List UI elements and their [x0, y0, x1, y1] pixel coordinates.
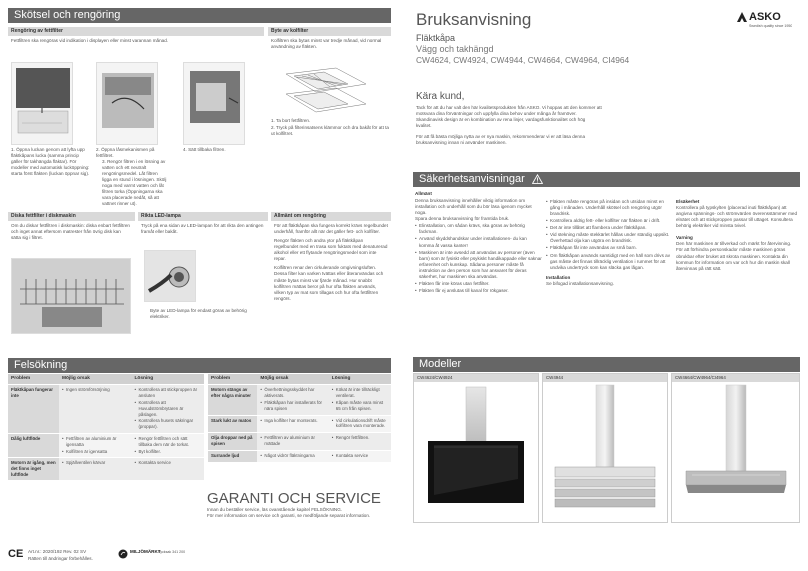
safety-item: • Fläktkåpan får inte användas av små barn.: [546, 245, 673, 251]
problem-cell: Olja droppar ned på spisen: [208, 433, 257, 451]
model-card-1: [413, 373, 539, 523]
refit-filter-illustration: [183, 62, 245, 145]
table-row: [8, 385, 204, 434]
safety-col-3: [676, 199, 798, 344]
general-cleaning-heading: Allmänt om rengöring: [271, 212, 391, 221]
general-cleaning-text: [271, 221, 391, 307]
ce-mark: CE: [8, 548, 24, 560]
col-solution: Lösning: [131, 374, 204, 385]
cause-item: • Överhettningsskyddet har aktiverats.: [260, 387, 325, 399]
solution-item: • Kontrollera att Huvudströmbrytaren är påslagen.: [134, 400, 201, 417]
carbon-filter-illustration: [276, 64, 376, 114]
safety-item: • Använd skyddshandskar under installationen- du kan komma åt vassa kanter!: [415, 236, 543, 248]
led-heading: Rikta LED-lampa: [138, 212, 268, 221]
solution-cell: [329, 385, 391, 415]
installation-text: Se bifogad installationsanvisning.: [546, 280, 614, 286]
models-title: Modeller: [413, 357, 800, 372]
welcome-p2: För att få bästa möjliga nytta av er nya maskin, rekommenderar vi er att läsa denna bruksanvisning innan ni använder maskinen.: [416, 134, 586, 146]
troubleshooting-table-right: [208, 374, 391, 492]
problem-cell: Motorn är igång, men det finns inget luftflöde: [8, 458, 59, 480]
cause-item: • Något vidrör fläktningarna: [260, 453, 325, 459]
guarantee-title: GARANTI OCH SERVICE: [207, 490, 381, 507]
cover-block: [416, 10, 716, 80]
solution-cell: [131, 385, 204, 434]
open-hood-illustration: [11, 62, 73, 145]
safety-intro: Denna bruksanvisning innehåller viktig information om installation och underhåll som du bör läsa igenom mycket noga. Spara denna bruksanvisning för framtida bruk.: [415, 198, 532, 222]
troubleshooting-section: [8, 358, 391, 494]
grease-filter-block: [8, 27, 264, 217]
solution-cell: [131, 434, 204, 458]
manual-title: Bruksanvisning: [416, 10, 532, 29]
dishwasher-heading: Diska fettfilter i diskmaskin: [8, 212, 135, 221]
safety-item: • Om fläktkåpan används samtidigt med en häll som drivs av gas måste det finnas tillräcklig ventilation i rummet för att undvika undertryck som kan släcka gas lågan.: [546, 253, 673, 271]
model-label-2: CW4944: [543, 374, 667, 382]
brand-logo: [736, 11, 800, 33]
welcome-title: Kära kund,: [416, 91, 465, 102]
safety-title-bar: [413, 172, 800, 187]
model-card-2: [542, 373, 668, 523]
article-number: Art.nr.: 2020/192 Rev. 02 SV: [28, 549, 87, 554]
problem-cell: Stark lukt av matos: [208, 415, 257, 433]
col-cause: Möjlig orsak: [59, 374, 132, 385]
cause-item: • Kolfiltren är igensatta: [62, 449, 129, 455]
product-type: Fläktkåpa: [416, 33, 456, 43]
cause-cell: [59, 385, 132, 434]
models-section: [413, 357, 800, 527]
led-text: Tryck på ena sidan av LED-lampan för att rikta den antingen framåt eller bakåt.: [141, 223, 264, 235]
solution-item: • Kontakta service: [332, 453, 388, 459]
asko-logo-icon: [736, 11, 748, 23]
grease-filter-heading: Rengöring av fettfilter: [8, 27, 264, 36]
cause-item: • Spjällventilen kärvar: [62, 460, 129, 466]
safety-item: • Vid stekning måste stekkärlet hållas under ständig uppsikt. Överhettad olja kan utgöra en brandrisk.: [546, 232, 673, 244]
solution-item: • Vid cirkulationsdrift måste kolfiltren vara monterade.: [332, 418, 388, 430]
dishwasher-illustration: [11, 258, 131, 334]
guarantee-block: [207, 490, 397, 528]
col-cause: Möjlig orsak: [257, 374, 328, 385]
table-row: [208, 415, 391, 433]
grease-step-1: 1. Öppna luckan genom att lyfta upp fläktkåpans lucka (samma princip gäller för takhängda fläktar). För modeller med automatisk lucköppning: starta först fläkten (luckan öppnar sig).: [11, 147, 90, 177]
safety-item: • Fläkten får ej anslutas till kanal för rökgaser.: [415, 288, 543, 294]
solution-cell: [329, 450, 391, 462]
safety-item: • Fläkten får inte köras utan fettfilter.: [415, 281, 543, 287]
led-note: Byte av LED-lampa för endast göras av behörig elektriker.: [150, 308, 247, 320]
cause-cell: [59, 458, 132, 480]
cause-cell: [257, 433, 328, 451]
dishwasher-block: [8, 212, 135, 336]
eco-label: MILJÖMÄRKT: [130, 549, 161, 554]
col-problem: Problem: [8, 374, 59, 385]
table-row: [8, 434, 204, 458]
led-lamp-illustration: [144, 250, 196, 302]
hood-chimney-illustration: [672, 383, 799, 523]
table-row: [208, 433, 391, 451]
hood-angled-illustration: [414, 383, 538, 523]
carbon-filter-block: [268, 27, 391, 217]
safety-list-1: [415, 223, 543, 294]
problem-cell: Motorn stängs av efter några minuter: [208, 385, 257, 415]
model-card-3: [671, 373, 800, 523]
grease-filter-intro: Fettfiltren ska rengöras vid indikation i displayen eller minst varannan månad.: [11, 38, 169, 43]
cause-cell: [257, 450, 328, 462]
col-solution: Lösning: [329, 374, 391, 385]
safety-item: • Det är inte tillåtet att flambera under fläktkåpan.: [546, 225, 673, 231]
safety-title: Säkerhetsanvisningar: [419, 173, 525, 185]
general-cleaning-p1: För att fläktkåpan ska fungera korrekt krävs regelbundet underhåll, framför allt när det gäller fett- och kolfilter.: [274, 223, 388, 235]
safety-general-heading: Allmänt: [415, 191, 432, 196]
dishwasher-text: Om du diskar fettfiltren i diskmaskin: diska enbart fettfiltren och inget annat eftersom matrester från övrig disk kan sätta sig i filtret.: [11, 223, 130, 241]
care-title: Skötsel och rengöring: [8, 8, 391, 23]
safety-item: • Elinstallation, om sådan krävs, ska göras av behörig fackman.: [415, 223, 543, 235]
brand-name: ASKO: [749, 11, 781, 23]
warning-heading: Varning: [676, 235, 693, 241]
cause-item: • Fläktkåpan har installerats för nära spisen: [260, 400, 325, 412]
problem-cell: Dålig luftflöde: [8, 434, 59, 458]
model-label-3: CW4664/CW4964/CI4964: [672, 374, 799, 382]
warning-text: Den här maskinen är tillverkad och märkt för återvinning. För att förhindra personskador måste maskinen göras obrukbar efter bruket att skrota maskinen. Kontakta din kommun för information om var och hur din maskin skall återvinnas på rätt sätt.: [676, 241, 792, 271]
rights-reserved: Rätten till ändringar förbehålles.: [28, 556, 93, 561]
solution-cell: [329, 415, 391, 433]
guarantee-line2: För mer information om service och garanti, se medföljande separat information.: [207, 513, 371, 519]
footer: [8, 548, 258, 566]
welcome-p1: Tack för att du har valt den här kvalitetsprodukten från ASKO. Vi hoppas att den kommer att motsvara dina förväntningar och uppfylla dina behov under många år framöver. Skandinavisk design är en kombination av rena linjer, vardagsfunktionalitet och hög kvalitet.: [416, 105, 602, 129]
solution-item: • Kåpan måste vara minst 65 cm från spisen.: [332, 400, 388, 412]
solution-item: • Kontrollera att stickproppen är ansluten: [134, 387, 201, 399]
carbon-filter-heading: Byte av kolfilter: [268, 27, 391, 36]
model-label-1: CW4624/CW4924: [414, 374, 538, 382]
brand-tagline: Swedish quality since 1950: [749, 24, 793, 28]
safety-item: • Maskinen är inte avsedd att användas av personer (även barn) som är fysiskt eller psykiskt handikappade eller saknar erfarenhet och kunskap. Sådana personer måste få instruktion av den person som har ansvaret för deras säkerhet, hur maskinen ska användas.: [415, 250, 543, 280]
solution-item: • Kontakta service: [134, 460, 201, 466]
solution-item: • Kökat är inte tillräckligt ventilerat.: [332, 387, 388, 399]
safety-section: [413, 172, 800, 347]
carbon-step-1: 1. Ta bort fettfiltren.: [271, 118, 311, 123]
lock-mechanism-illustration: [96, 62, 158, 145]
grease-step-4: 4. Sätt tillbaka filtren.: [183, 147, 226, 152]
warning-icon: [532, 174, 543, 184]
led-block: [138, 212, 268, 336]
solution-item: • Byt kolfilter.: [134, 449, 201, 455]
mounting-type: Vägg och takhängd: [416, 44, 494, 54]
hood-island-illustration: [543, 383, 667, 523]
solution-cell: [131, 458, 204, 480]
safety-col-1: [415, 191, 543, 341]
eco-label-sub: trycksak 341 200: [158, 550, 186, 554]
grease-step-3: 3. Rengör filtren i en lösning av vatten och ett neutralt rengöringsmedel. Låt filtren ligga en stund i lösningen. Skölj noga med varmt vatten och låt filtren torka (Öppningarna ska vara placerade nedåt, så att vattnet rinner ut).: [102, 159, 167, 207]
table-row: [208, 450, 391, 462]
safety-item: • Fläkten måste rengöras på insidan och utsidan minst en gång i månaden. Underhåll skötsel och rengöring utgör brandrisk.: [546, 199, 673, 217]
installation-heading: Installation: [546, 274, 571, 280]
solution-cell: [329, 433, 391, 451]
general-cleaning-p2: Rengör fläkten och andra ytor på fläktkåpan regelbundet med en trasa som fuktats med denaturerad alkohol eller ett flytande rengöringsmedel som inte repar.: [274, 238, 388, 262]
safety-col-2: [546, 199, 673, 344]
carbon-filter-intro: Kolfiltren ska bytas minst var tredje månad, vid normal användning av fläkten.: [271, 38, 382, 50]
solution-item: • Kontrollera husets säkringar (proppar).: [134, 418, 201, 430]
problem-cell: Surrande ljud: [208, 450, 257, 462]
problem-cell: Fläktkåpan fungerar inte: [8, 385, 59, 434]
cause-item: • Inga kolfilter har monterats.: [260, 418, 325, 424]
welcome-block: [416, 90, 602, 165]
electricity-text: Kontrollera på typskylten (placerad inuti fläktkåpan) att angivna spännings- och strömvärden överensstämmer med elnätet och att stickproppen passar till uttaget. Konsultera behörig elektriker vid minsta tvivel.: [676, 205, 798, 229]
cause-item: • Ingen strömförsörjning: [62, 387, 129, 393]
cause-cell: [59, 434, 132, 458]
general-cleaning-p3: Kolfiltren renar den cirkulerande omgivningsluften. Dessa filter kan varken tvättas eller återanvändas och måste bytas minst var fjärde månad. Hur snabbt kolfiltren mättas beror på hur ofta fläkten används, vilken typ av mat som tillagas och hur ofta fettfiltren rengörs.: [274, 265, 384, 301]
grease-step-2: 2. Öppna låsmekanismen på fettfiltret.: [96, 147, 155, 159]
table-row: [208, 385, 391, 415]
model-list: CW4624, CW4924, CW4944, CW4664, CW4964, CI4964: [416, 55, 630, 65]
safety-list-2: [546, 199, 673, 271]
electricity-heading: Elsäkerhet: [676, 199, 700, 204]
cause-item: • Fettfiltren av aluminium är mättade: [260, 435, 325, 447]
eco-label-icon: [118, 549, 128, 559]
cause-item: • Fettfiltren av aluminium är igensatta: [62, 436, 129, 448]
solution-item: • Rengör fettfiltren.: [332, 435, 388, 441]
cause-cell: [257, 385, 328, 415]
table-row: [8, 458, 204, 480]
general-cleaning-block: [271, 212, 391, 336]
col-problem: Problem: [208, 374, 257, 385]
carbon-step-2: 2. Tryck på filterinsatsens klämmor och dra bakåt för att ta ut kolfiltret.: [271, 125, 389, 137]
solution-item: • Rengör fettfiltren och sätt tillbaka dem när de torkat.: [134, 436, 201, 448]
guarantee-line1: Innan du beställer service, läs ovanstående kapitel FELSÖKNING.: [207, 507, 343, 512]
safety-item: • Kontrollera aldrig fett- eller kolfilter när fläkten är i drift.: [546, 218, 673, 224]
care-section: [8, 8, 391, 338]
cause-cell: [257, 415, 328, 433]
troubleshooting-title: Felsökning: [8, 358, 391, 373]
troubleshooting-table-left: [8, 374, 204, 492]
